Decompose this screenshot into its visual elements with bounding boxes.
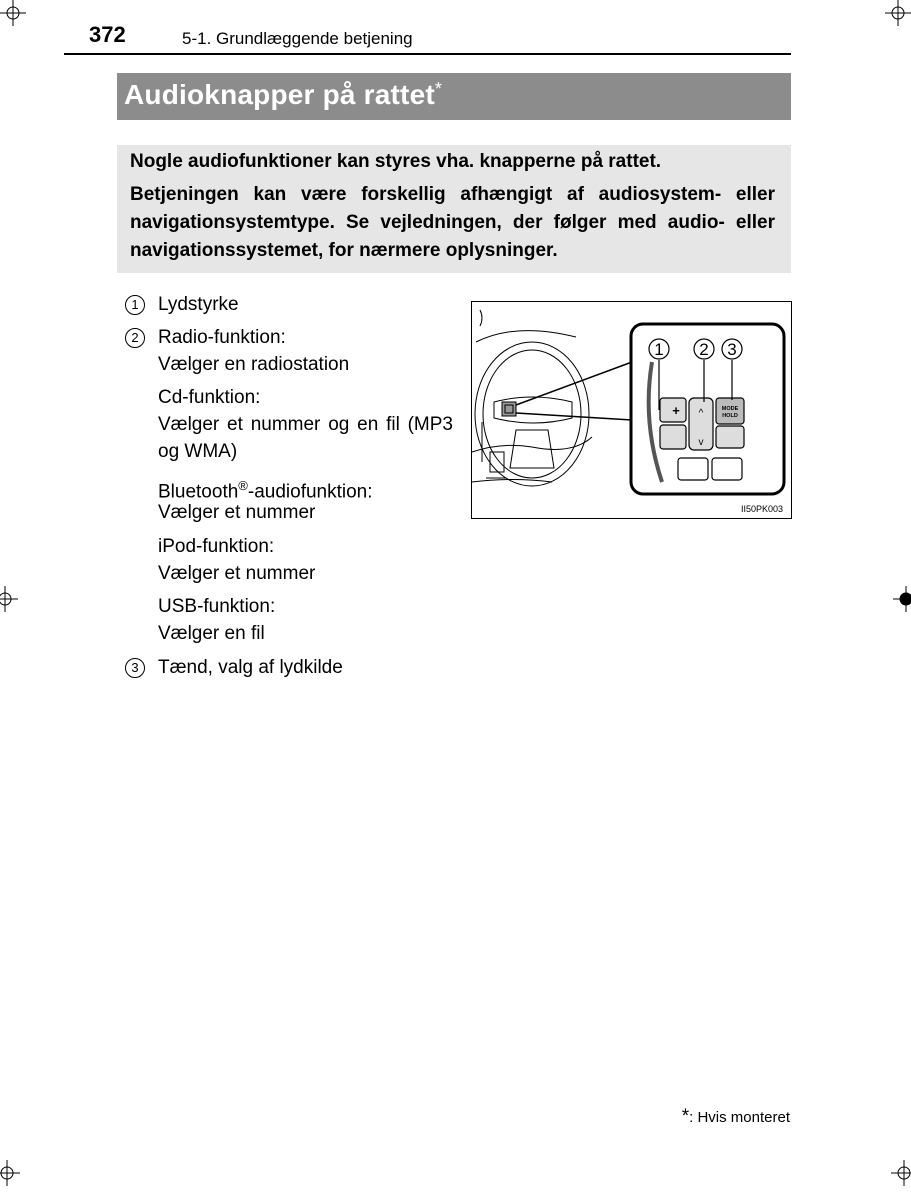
item-number: 3 xyxy=(125,658,145,678)
down-arrow-icon: v xyxy=(698,437,704,448)
item-label: Lydstyrke xyxy=(158,294,239,315)
crop-mark-icon xyxy=(891,1160,911,1186)
item-detail: Vælger en radiostation xyxy=(158,354,350,375)
item-detail: Cd-funktion: xyxy=(158,387,261,408)
item-detail: Vælger et nummer xyxy=(158,563,316,584)
section-title-bar xyxy=(117,73,791,120)
item-label: Radio-funktion: xyxy=(158,327,286,348)
item-detail: Vælger et nummer og en fil (MP3 og WMA) xyxy=(158,414,453,462)
crop-mark-icon xyxy=(0,1160,20,1186)
footnote-text: : Hvis monteret xyxy=(689,1109,790,1126)
figure-code: II50PK003 xyxy=(740,504,783,514)
footnote-star: * xyxy=(681,1106,690,1127)
crop-mark-icon xyxy=(0,0,26,26)
intro-line-2: Betjeningen kan være forskellig afhængigt af audiosystem- eller navigationsystemtype. Se vejledningen, der følger med audio- eller navigationssystemet, for nærmere oplysninger. xyxy=(130,184,775,261)
steering-wheel-illustration xyxy=(471,301,792,519)
item-detail: Vælger en fil xyxy=(158,623,265,644)
steering-wheel-drawing xyxy=(472,302,791,518)
intro-box xyxy=(117,145,791,273)
section-title-text: Audioknapper på rattet xyxy=(124,79,435,110)
intro-line-1: Nogle audiofunktioner kan styres vha. knapperne på rattet. xyxy=(130,151,662,172)
registered-mark: ® xyxy=(238,478,248,493)
item-number: 1 xyxy=(125,295,145,315)
footnote xyxy=(682,1106,790,1128)
crop-mark-icon xyxy=(893,586,911,612)
item-detail: Vælger et nummer xyxy=(158,502,316,523)
crop-mark-icon xyxy=(885,0,911,26)
bluetooth-suffix: -audiofunktion: xyxy=(247,481,373,503)
crop-mark-icon xyxy=(0,586,18,612)
page-number: 372 xyxy=(89,22,126,47)
callout-1: 1 xyxy=(654,340,664,359)
callout-2: 2 xyxy=(699,340,709,359)
bluetooth-label: Bluetooth xyxy=(158,481,239,503)
mode-label: MODE xyxy=(721,406,739,412)
item-number: 2 xyxy=(125,328,145,348)
section-title xyxy=(124,79,442,111)
item-detail: USB-funktion: xyxy=(158,596,276,617)
plus-label: + xyxy=(672,403,680,418)
item-detail: iPod-funktion: xyxy=(158,536,275,557)
header-divider xyxy=(64,53,791,55)
hold-label: HOLD xyxy=(722,413,738,419)
chapter-title: 5-1. Grundlæggende betjening xyxy=(182,29,413,48)
asterisk-mark: * xyxy=(434,79,443,99)
callout-3: 3 xyxy=(727,340,737,359)
up-arrow-icon: ^ xyxy=(698,408,704,419)
item-label: Tænd, valg af lydkilde xyxy=(158,657,343,678)
